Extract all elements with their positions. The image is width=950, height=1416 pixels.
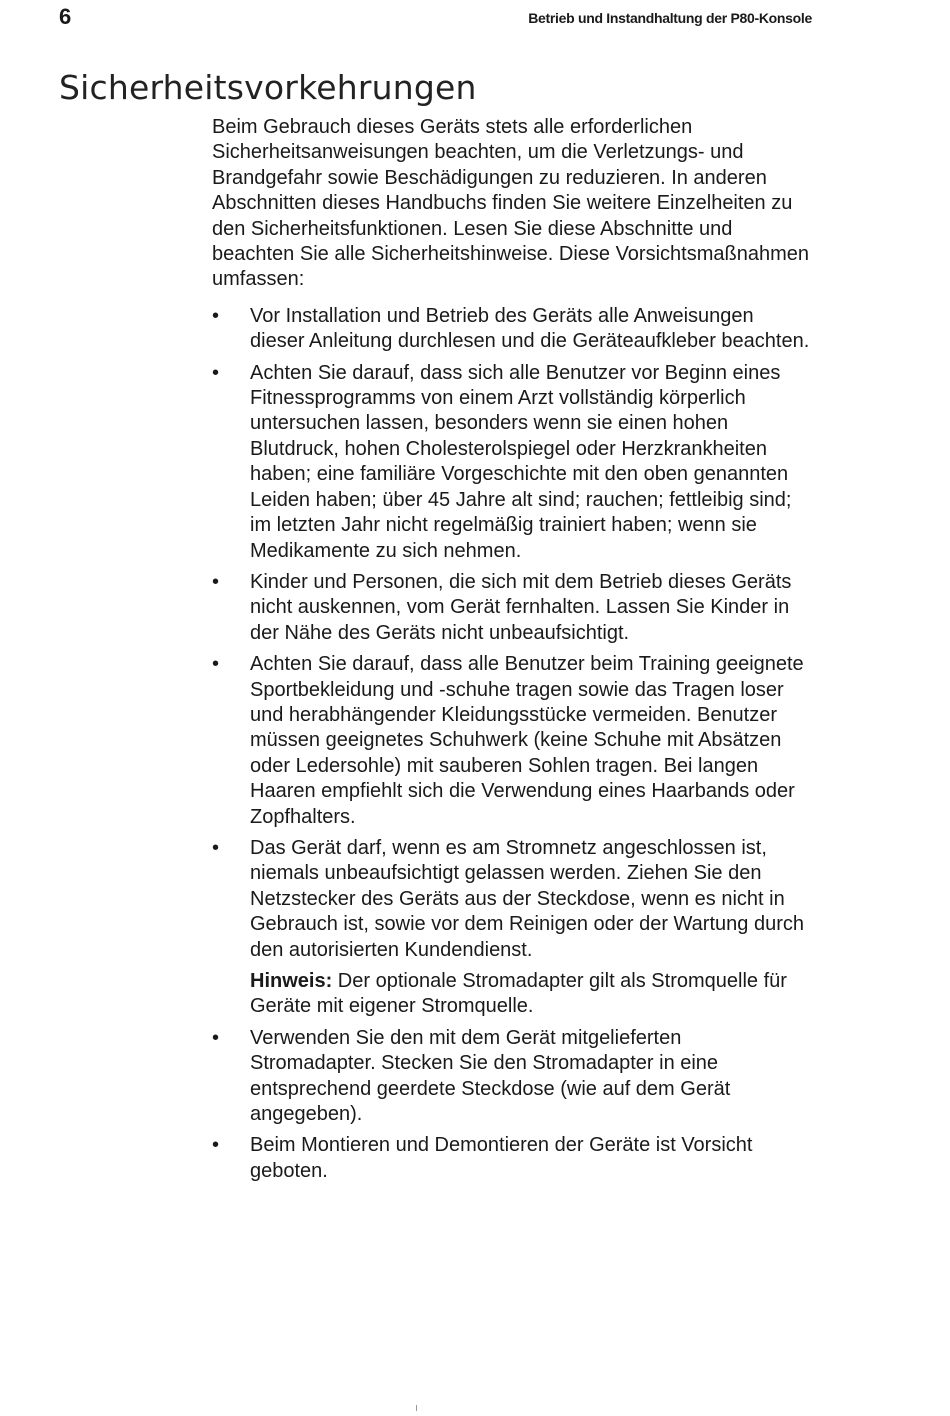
list-item	[212, 652, 812, 830]
list-item-text: Achten Sie darauf, dass alle Benutzer beim Training geeignete Sportbekleidung und -schuhe tragen sowie das Tragen loser und herabhängender Kleidungsstücke vermeiden. Benutzer müssen geeignetes Schuhwerk (keine Schuhe mit Absätzen oder Ledersohle) mit sauberen Sohlen tragen. Bei langen Haaren empfiehlt sich die Verwendung eines Haarbands oder Zopfhalters.	[250, 653, 804, 828]
list-item-text: Vor Installation und Betrieb des Geräts alle Anweisungen dieser Anleitung durchlesen und die Geräteaufkleber beachten.	[250, 304, 810, 353]
list-item	[212, 836, 812, 1020]
page-number: 6	[59, 4, 72, 29]
note-paragraph	[250, 969, 812, 1020]
list-item-text: Achten Sie darauf, dass sich alle Benutzer vor Beginn eines Fitnessprogramms von einem Arzt vollständig körperlich untersuchen lassen, besonders wenn sie einen hohen Blutdruck, hohen Cholesterolspiegel oder Herzkrankheiten haben; eine familiäre Vorgeschichte mit den oben genannten Leiden haben; über 45 Jahre alt sind; rauchen; fettleibig sind; im letzten Jahr nicht regelmäßig trainiert haben; wenn sie Medikamente zu sich nehmen.	[250, 361, 792, 562]
footer-tick-mark	[416, 1405, 417, 1411]
section-title: Sicherheitsvorkehrungen	[59, 68, 477, 107]
note-text: Der optionale Stromadapter gilt als Stromquelle für Geräte mit eigener Stromquelle.	[250, 970, 787, 1018]
list-item-text: Das Gerät darf, wenn es am Stromnetz angeschlossen ist, niemals unbeaufsichtigt gelassen werden. Ziehen Sie den Netzstecker des Geräts aus der Steckdose, wenn es nicht in Gebrauch ist, sowie vor dem Reinigen oder der Wartung durch den autorisierten Kundendienst.	[250, 836, 804, 961]
bullet-icon: •	[212, 361, 220, 384]
bullet-icon: •	[212, 1134, 220, 1157]
list-item	[212, 1133, 812, 1184]
bullet-icon: •	[212, 836, 220, 859]
list-item-text: Beim Montieren und Demontieren der Geräte ist Vorsicht geboten.	[250, 1134, 753, 1182]
list-item	[212, 361, 812, 564]
bullet-icon: •	[212, 304, 220, 327]
list-item-text: Verwenden Sie den mit dem Gerät mitgelieferten Stromadapter. Stecken Sie den Stromadapter in eine entsprechend geerdete Steckdose (wie auf dem Gerät angegeben).	[250, 1026, 731, 1126]
note-label: Hinweis:	[250, 970, 333, 992]
section-body	[212, 115, 812, 1190]
running-header-title: Betrieb und Instandhaltung der P80-Konsole	[528, 10, 812, 26]
precautions-list	[212, 304, 812, 1184]
bullet-icon: •	[212, 570, 220, 593]
list-item	[212, 1026, 812, 1128]
list-item-text: Kinder und Personen, die sich mit dem Betrieb dieses Geräts nicht auskennen, vom Gerät fernhalten. Lassen Sie Kinder in der Nähe des Geräts nicht unbeaufsichtigt.	[250, 570, 792, 644]
bullet-icon: •	[212, 1026, 220, 1049]
list-item	[212, 570, 812, 646]
list-item	[212, 304, 812, 355]
bullet-icon: •	[212, 653, 220, 676]
intro-paragraph: Beim Gebrauch dieses Geräts stets alle erforderlichen Sicherheitsanweisungen beachten, um die Verletzungs- und Brandgefahr sowie Beschädigungen zu reduzieren. In anderen Abschnitten dieses Handbuchs finden Sie weitere Einzelheiten zu den Sicherheitsfunktionen. Lesen Sie diese Abschnitte und beachten Sie alle Sicherheitshinweise. Diese Vorsichtsmaßnahmen umfassen:	[212, 116, 809, 291]
